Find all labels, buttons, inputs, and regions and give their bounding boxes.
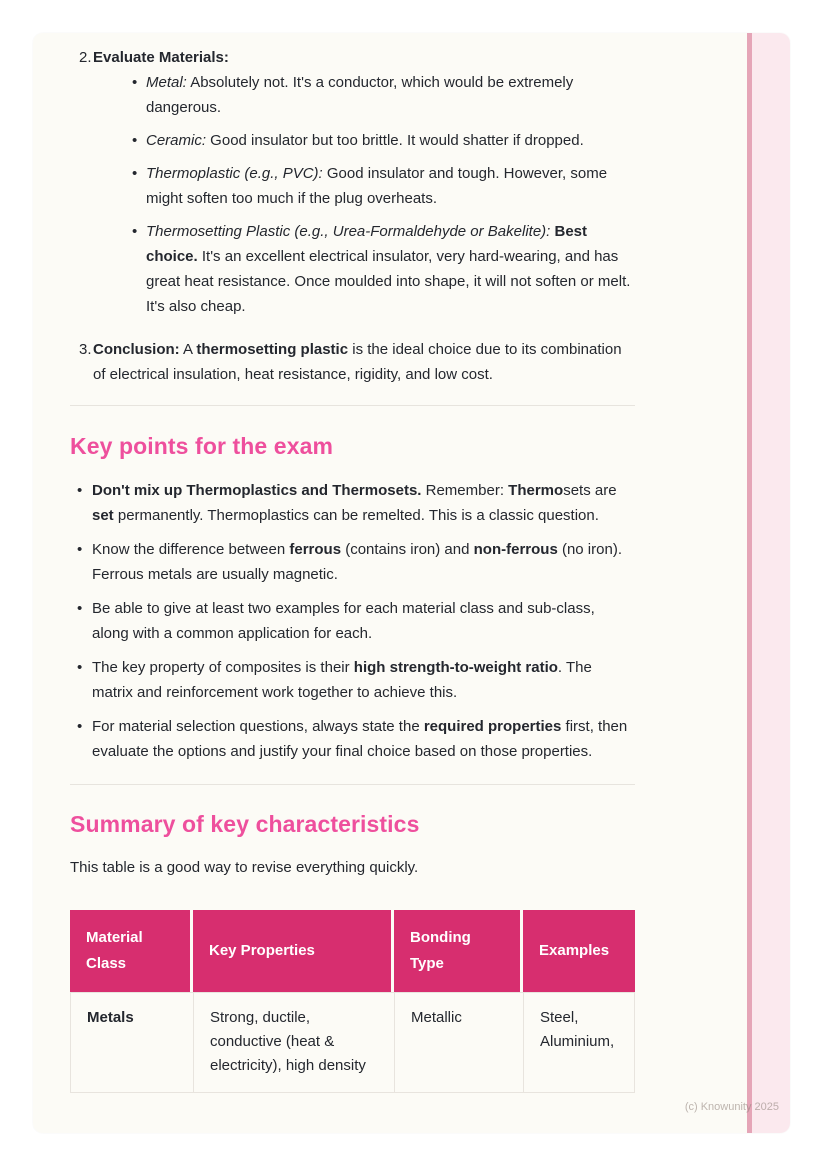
text-run: Thermoplastic (e.g., PVC): (146, 165, 323, 182)
list-number: 3. (79, 341, 92, 358)
text-run: . The matrix and reinforcement work together to achieve this. (92, 659, 592, 701)
text-run: Best choice. (146, 223, 588, 265)
key-point-item (70, 655, 635, 705)
text-run: For material selection questions, always state the (92, 718, 424, 735)
table-header-key-properties: Key Properties (193, 910, 394, 992)
watermark: (c) Knowunity 2025 (684, 1101, 779, 1113)
list-item-evaluate-materials (70, 45, 635, 319)
text-run: (no iron). Ferrous metals are usually magnetic. (92, 541, 622, 583)
table-cell-examples (524, 993, 636, 1092)
text-run: first, then evaluate the options and justify your final choice based on those properties. (92, 718, 628, 760)
key-point-item (70, 714, 635, 764)
text-run: Metallic (411, 1009, 462, 1026)
text-run: Ceramic: (146, 132, 207, 149)
table-header-examples: Examples (523, 910, 635, 992)
key-point-text (92, 537, 635, 587)
key-point-text (92, 655, 635, 705)
bullet-item-thermoplastic (93, 161, 635, 211)
list-item-conclusion (70, 337, 635, 387)
text-run: Good insulator but too brittle. It would shatter if dropped. (206, 132, 584, 149)
text-run: Good insulator and tough. However, some might soften too much if the plug overheats. (146, 165, 608, 207)
bullet-dot-icon (132, 161, 146, 211)
summary-table-header-row (70, 910, 635, 992)
bullet-dot-icon (77, 537, 92, 587)
evaluation-ordered-list (70, 45, 635, 387)
key-point-item (70, 537, 635, 587)
bullet-item-ceramic (93, 128, 635, 153)
bullet-text (146, 70, 635, 120)
text-run: The key property of composites is their (92, 659, 354, 676)
text-run: Absolutely not. It's a conductor, which would be extremely dangerous. (146, 74, 574, 116)
text-run: required properties (423, 718, 562, 735)
table-row-metals (70, 992, 635, 1093)
bullet-dot-icon (132, 128, 146, 153)
materials-bullet-list (93, 70, 635, 319)
evaluate-materials-title (93, 45, 635, 70)
section-divider (70, 405, 635, 406)
text-run: Be able to give at least two examples for each material class and sub-class, along with a common application for each. (92, 600, 595, 642)
text-run: Metal: (146, 74, 187, 91)
bullet-text (146, 219, 635, 319)
bullet-item-thermosetting-plastic (93, 219, 635, 319)
section-divider (70, 784, 635, 785)
text-run: Conclusion: (93, 341, 180, 358)
text-run: Know the difference between (92, 541, 290, 558)
key-point-text (92, 596, 635, 646)
list-number: 2. (79, 49, 92, 66)
text-run: non-ferrous (473, 541, 558, 558)
text-run: Remember: (421, 482, 509, 499)
conclusion-text (93, 337, 635, 387)
document-page (33, 33, 790, 1133)
bullet-dot-icon (132, 70, 146, 120)
key-point-item (70, 596, 635, 646)
list-item-body (93, 337, 635, 387)
table-cell-bonding-type (395, 993, 524, 1092)
text-run: Strong, ductile, conductive (heat & electricity), high density (210, 1009, 366, 1074)
summary-heading: Summary of key characteristics (70, 811, 420, 837)
text-run: Don't mix up Thermoplastics and Thermosets. (92, 482, 422, 499)
text-run: A (179, 341, 197, 358)
text-run: Thermosetting Plastic (e.g., Urea-Formaldehyde or Bakelite): (146, 223, 551, 240)
bullet-dot-icon (77, 478, 92, 528)
pink-margin-stripe (747, 33, 790, 1133)
text-run: high strength-to-weight ratio (353, 659, 558, 676)
text-run: (contains iron) and (341, 541, 474, 558)
bullet-text (146, 161, 635, 211)
text-run: set (92, 507, 114, 524)
text-run: Steel, Aluminium, (540, 1009, 615, 1050)
summary-intro-text: This table is a good way to revise everything quickly. (70, 859, 419, 876)
table-cell-material-class (71, 993, 194, 1092)
bullet-dot-icon (77, 596, 92, 646)
bullet-text (146, 128, 635, 153)
text-run: thermosetting plastic (196, 341, 349, 358)
table-header-bonding-type: Bonding Type (394, 910, 523, 992)
text-run: Evaluate Materials: (93, 49, 229, 66)
text-run: It's an excellent electrical insulator, very hard-wearing, and has great heat resistance. Once moulded into shape, it will not soften or melt. It's also cheap. (146, 248, 631, 315)
text-run: Metals (87, 1009, 134, 1026)
text-run: Thermo (508, 482, 564, 499)
text-run: is the ideal choice due to its combination of electrical insulation, heat resistance, rigidity, and low cost. (93, 341, 622, 383)
summary-table (70, 910, 635, 1093)
text-run: permanently. Thermoplastics can be remelted. This is a classic question. (113, 507, 599, 524)
bullet-dot-icon (77, 714, 92, 764)
key-point-item (70, 478, 635, 528)
table-header-material-class: Material Class (70, 910, 193, 992)
key-point-text (92, 714, 635, 764)
bullet-dot-icon (77, 655, 92, 705)
key-points-bullet-list (70, 478, 635, 764)
key-points-heading: Key points for the exam (70, 433, 334, 459)
bullet-item-metal (93, 70, 635, 120)
list-item-body (93, 45, 635, 319)
text-run: ferrous (289, 541, 342, 558)
table-cell-key-properties (194, 993, 395, 1092)
page-content (70, 33, 635, 1093)
bullet-dot-icon (132, 219, 146, 319)
text-run: sets are (563, 482, 617, 499)
key-point-text (92, 478, 635, 528)
